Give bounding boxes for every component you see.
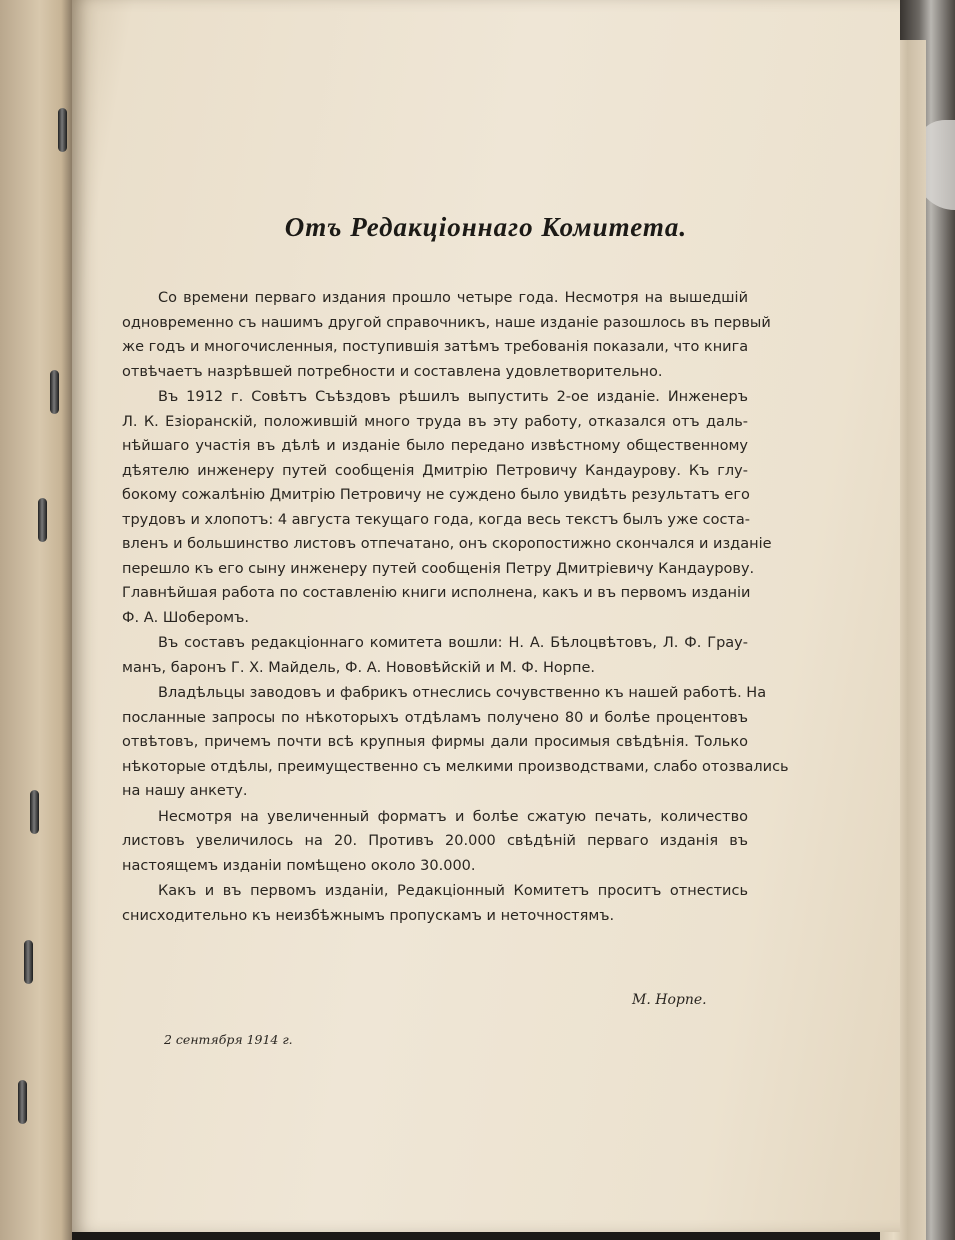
text-line: Владѣльцы заводовъ и фабрикъ отнеслись сочувственно къ нашей работѣ. На [158,685,767,701]
page-body [122,286,789,928]
text-line: Ф. А. Шоберомъ. [122,609,249,626]
text-line: манъ, баронъ Г. Х. Майдель, Ф. А. Нововѣйскій и М. Ф. Норпе. [122,659,595,676]
text-line: нѣкоторые отдѣлы, преимущественно съ мелкими производствами, слабо отозвались [122,758,789,775]
text-line: Л. К. Езіоранскій, положившій много труда въ эту работу, отказался отъ даль- [122,413,748,430]
text-line: листовъ увеличилось на 20. Противъ 20.000 свѣдѣній перваго изданія въ [122,833,748,849]
binding-ring [30,790,39,834]
text-line: посланные запросы по нѣкоторыхъ отдѣламъ получено 80 и болѣе процентовъ [122,709,748,726]
text-line: отвѣчаетъ назрѣвшей потребности и составлена удовлетворительно. [122,363,663,380]
text-line: Со времени перваго издания прошло четыре года. Несмотря на вышедшій [158,290,748,306]
paragraph [122,879,748,928]
text-line: же годъ и многочисленныя, поступившія затѣмъ требованія показали, что книга [122,339,749,355]
text-line: Въ 1912 г. Совѣтъ Съѣздовъ рѣшилъ выпустить 2-ое изданіе. Инженеръ [158,389,748,405]
paragraph [122,385,772,630]
binding-ring [38,498,47,542]
text-line: перешло къ его сыну инженеру путей сообщенія Петру Дмитріевичу Кандаурову. [122,560,755,577]
paragraph [122,805,748,879]
left-page-edge [0,0,72,1240]
text-line: Какъ и въ первомъ изданіи, Редакціонный Комитетъ проситъ отнестись [158,883,748,899]
text-line: дѣятелю инженеру путей сообщенія Дмитрію Петровичу Кандаурову. Къ глу- [122,462,748,479]
page-title: Отъ Редакціоннаго Комитета. [284,212,688,242]
text-line: снисходительно къ неизбѣжнымъ пропускамъ и неточностямъ. [122,907,615,924]
text-line: бокому сожалѣнію Дмитрію Петровичу не суждено было увидѣть результатъ его [122,487,750,503]
text-line: вленъ и большинство листовъ отпечатано, онъ скоропостижно скончался и изданіе [122,536,772,552]
text-line: Въ составъ редакціоннаго комитета вошли: Н. А. Бѣлоцвѣтовъ, Л. Ф. Грау- [158,635,748,651]
paragraph [122,681,789,804]
signature: М. Норпе. [632,992,707,1008]
binding-ring [24,940,33,984]
text-line: одновременно съ нашимъ другой справочникъ, наше изданіе разошлось въ первый [122,314,771,331]
text-line: Несмотря на увеличенный форматъ и болѣе сжатую печать, количество [158,808,748,825]
text-line: Главнѣйшая работа по составленію книги исполнена, какъ и въ первомъ изданіи [122,585,751,601]
text-line: трудовъ и хлопотъ: 4 августа текущаго года, когда весь текстъ былъ уже соста- [122,511,750,528]
text-line: на нашу анкету. [122,783,248,799]
book-page [72,0,900,1232]
date-line: 2 сентября 1914 г. [164,1032,293,1047]
text-line: нѣйшаго участія въ дѣлѣ и изданіе было передано извѣстному общественному [122,438,748,454]
text-line: настоящемъ изданіи помѣщено около 30.000. [122,857,476,874]
text-line: отвѣтовъ, причемъ почти всѣ крупныя фирмы дали просимыя свѣдѣнія. Только [122,734,748,750]
binding-ring [18,1080,27,1124]
paragraph [122,286,771,384]
paragraph [122,631,748,680]
binding-ring [50,370,59,414]
binding-ring [58,108,67,152]
